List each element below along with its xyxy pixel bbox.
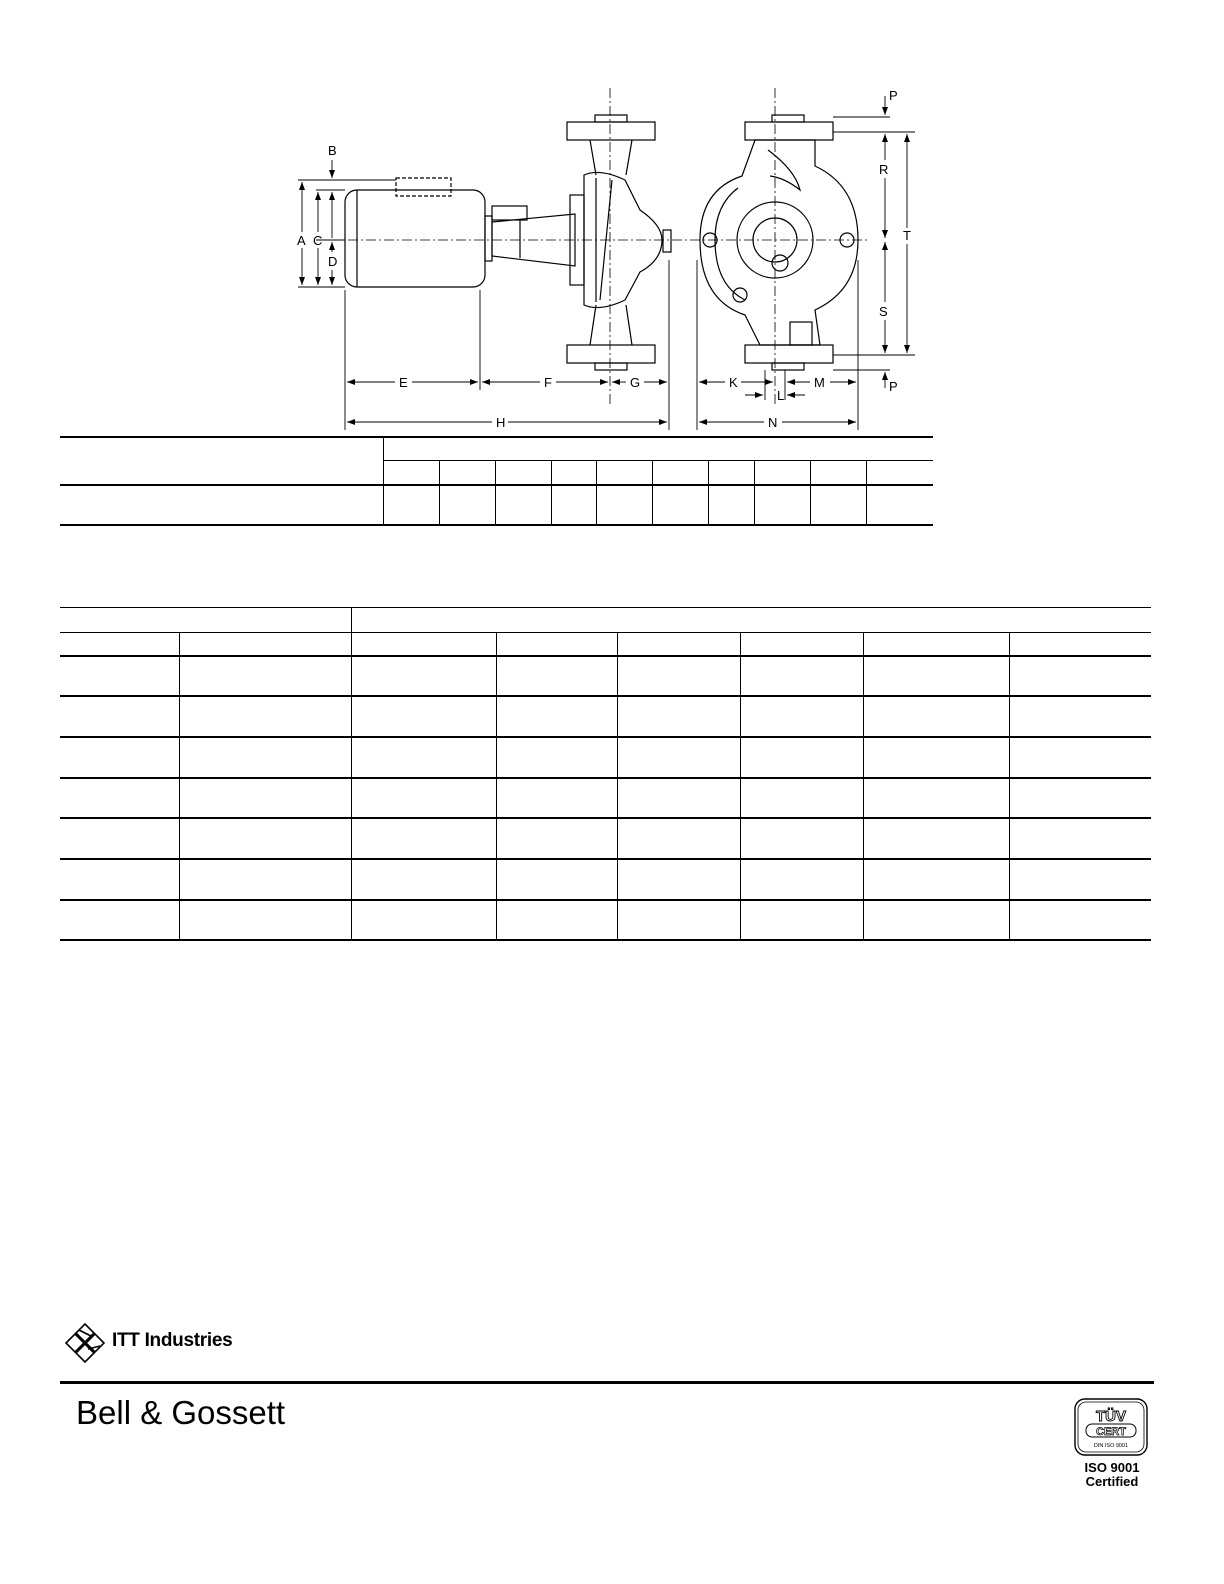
tuv-cert-badge-icon <box>1074 1398 1148 1456</box>
dim-label-h: H <box>496 415 506 430</box>
data-table-rule-row <box>60 817 1151 819</box>
dim-label-n: N <box>768 415 778 430</box>
tuv-badge-middle: CERT <box>1096 1426 1126 1438</box>
dim-label-r: R <box>879 162 889 177</box>
dimension-table-rule-mid <box>60 484 933 486</box>
dimension-table-col <box>652 461 653 525</box>
dimension-table-col <box>754 461 755 525</box>
dim-label-m: M <box>814 375 825 390</box>
dim-label-e: E <box>399 375 408 390</box>
dimension-table-col <box>596 461 597 525</box>
data-table-rule-row <box>60 777 1151 779</box>
dim-label-g: G <box>630 375 641 390</box>
data-table-col <box>496 633 497 941</box>
dimension-table-col <box>383 437 384 525</box>
footer-rule <box>60 1381 1154 1384</box>
data-table-rule-row <box>60 695 1151 697</box>
data-table-rule-row <box>60 858 1151 860</box>
itt-industries-logo-text: ITT Industries <box>112 1330 233 1351</box>
iso-certified-line2: Certified <box>1085 1474 1139 1489</box>
brand-name: Bell & Gossett <box>76 1394 286 1431</box>
dimension-table-col <box>495 461 496 525</box>
motor-body <box>345 190 485 287</box>
dim-label-p-bottom: P <box>889 379 898 394</box>
dim-label-t: T <box>903 228 911 243</box>
dim-label-c: C <box>313 233 323 248</box>
dimension-table-rule-sub <box>383 460 933 461</box>
dimension-table-rule-top <box>60 436 933 438</box>
dim-label-p-top: P <box>889 88 898 103</box>
dim-label-d: D <box>328 254 338 269</box>
dimension-table-rule-bottom <box>60 524 933 526</box>
dimension-table-col <box>866 461 867 525</box>
data-table-col <box>617 633 618 941</box>
data-table-rule-row <box>60 899 1151 901</box>
pump-dimension-drawing <box>270 80 950 440</box>
data-table-rule-row <box>60 736 1151 738</box>
dimension-table-col <box>551 461 552 525</box>
data-table-rule-top <box>60 607 1151 608</box>
itt-diamond-logo-icon <box>64 1322 106 1364</box>
tuv-badge-bottom: DIN ISO 9001 <box>1093 1443 1129 1449</box>
motor-conduit-box <box>396 178 451 196</box>
dim-label-s: S <box>879 304 888 319</box>
data-table-col <box>351 608 352 941</box>
tuv-badge-top: TÜV <box>1096 1408 1126 1425</box>
dimension-table-col <box>810 461 811 525</box>
data-table-rule-bottom <box>60 939 1151 941</box>
data-table-rule-row <box>60 655 1151 657</box>
data-table-rule-header <box>60 632 1151 633</box>
dimension-table-col <box>439 461 440 525</box>
data-table-col <box>740 633 741 941</box>
dim-label-a: A <box>297 233 306 248</box>
dim-label-f: F <box>544 375 552 390</box>
data-table-col <box>1009 633 1010 941</box>
data-table-col <box>863 633 864 941</box>
data-table-col <box>179 633 180 941</box>
dimension-table-col <box>708 461 709 525</box>
dim-label-l: L <box>777 388 785 403</box>
dim-label-k: K <box>729 375 738 390</box>
iso-certified-line1: ISO 9001 <box>1084 1460 1140 1475</box>
dim-label-b: B <box>328 143 337 158</box>
